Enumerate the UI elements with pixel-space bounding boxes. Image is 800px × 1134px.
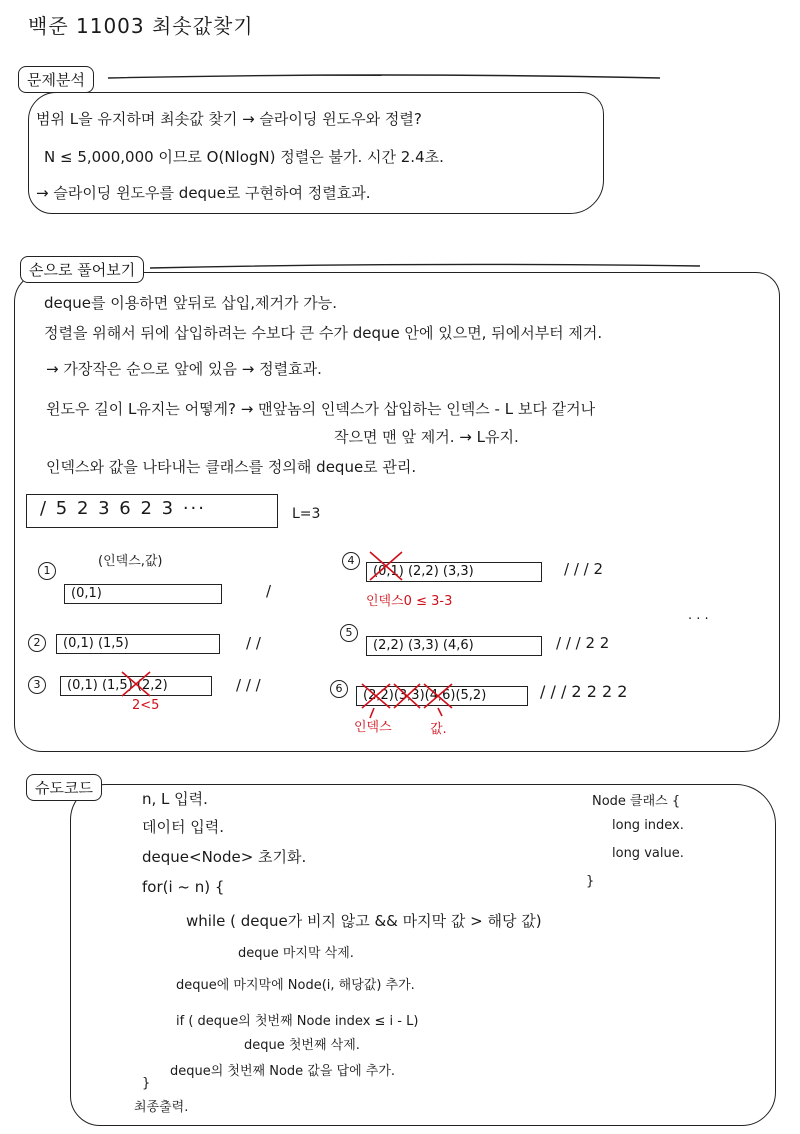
- analysis-line-3: → 슬라이딩 윈도우를 deque로 구현하여 정렬효과.: [36, 184, 371, 202]
- node-class-line-2: long index.: [612, 818, 684, 833]
- pseudo-line-11: }: [142, 1076, 151, 1091]
- node-class-line-3: long value.: [612, 846, 684, 861]
- solve-line-3: → 가장작은 순으로 앞에 있음 → 정렬효과.: [46, 360, 322, 378]
- solve-line-5: 작으면 맨 앞 제거. → L유지.: [334, 428, 519, 446]
- node-class-line-1: Node 클래스 {: [592, 794, 681, 809]
- pseudo-line-3: deque<Node> 초기화.: [142, 848, 307, 866]
- pseudo-tag: 슈도코드: [26, 774, 102, 801]
- step-5-items: (2,2) (3,3) (4,6): [373, 638, 474, 653]
- step-6-items: (2,2)(3,3)(4,6)(5,2): [363, 688, 487, 703]
- step-4-output: / / / 2: [564, 560, 604, 578]
- solve-line-2: 정렬을 위해서 뒤에 삽입하려는 수보다 큰 수가 deque 안에 있으면, 뒤에서부터 제거.: [44, 324, 603, 342]
- solve-line-1: deque를 이용하면 앞뒤로 삽입,제거가 가능.: [44, 294, 337, 312]
- solve-line-6: 인덱스와 값을 나타내는 클래스를 정의해 deque로 관리.: [46, 458, 417, 476]
- step-5-output: / / / 2 2: [556, 634, 610, 652]
- step-1-number: 1: [38, 562, 56, 580]
- window-length-note: L=3: [292, 506, 321, 522]
- step-6-note-value: 값.: [430, 722, 447, 737]
- step-1-items: (0,1): [71, 586, 102, 601]
- pseudo-line-6: deque 마지막 삭제.: [238, 946, 354, 961]
- step-3-deque: [60, 676, 212, 696]
- step-2-deque: [56, 634, 220, 654]
- analysis-tag: 문제분석: [18, 66, 94, 93]
- step-6-output: / / / 2 2 2 2: [540, 682, 628, 701]
- pseudo-line-2: 데이터 입력.: [142, 818, 224, 836]
- pseudo-line-10: deque의 첫번째 Node 값을 답에 추가.: [170, 1064, 396, 1079]
- step-1-deque: [64, 584, 222, 604]
- step-5-deque: [366, 636, 542, 656]
- solve-line-4: 윈도우 길이 L유지는 어떻게? → 맨앞놈의 인덱스가 삽입하는 인덱스 - L 보다 같거나: [46, 400, 596, 418]
- step-3-number: 3: [28, 676, 46, 694]
- pseudo-line-7: deque에 마지막에 Node(i, 해당값) 추가.: [176, 978, 415, 993]
- step-2-output: / /: [246, 634, 261, 652]
- step-3-items: (0,1) (1,5) (2,2): [67, 678, 168, 693]
- step-4-deque: [366, 562, 542, 582]
- step-4-number: 4: [342, 552, 360, 570]
- step-6-number: 6: [330, 680, 348, 698]
- pseudo-line-1: n, L 입력.: [142, 790, 208, 808]
- pseudo-line-4: for(i ~ n) {: [142, 878, 225, 896]
- pseudo-line-9: deque 첫번째 삭제.: [244, 1038, 360, 1053]
- step-2-items: (0,1) (1,5): [63, 636, 129, 651]
- step-4-note: 인덱스0 ≤ 3-3: [366, 594, 453, 609]
- step-1-output: /: [266, 582, 272, 600]
- step-6-deque: [356, 686, 528, 706]
- continuation-dots: · · ·: [688, 612, 709, 627]
- array-values: / 5 2 3 6 2 3 ···: [40, 498, 206, 519]
- step-2-number: 2: [28, 634, 46, 652]
- step-3-note: 2<5: [132, 698, 160, 713]
- step-1-header: (인덱스,값): [98, 554, 163, 569]
- analysis-line-2: N ≤ 5,000,000 이므로 O(NlogN) 정렬은 불가. 시간 2.4초.: [44, 148, 444, 166]
- pseudo-line-5: while ( deque가 비지 않고 && 마지막 값 > 해당 값): [186, 912, 542, 930]
- analysis-line-1: 범위 L을 유지하며 최솟값 찾기 → 슬라이딩 윈도우와 정렬?: [36, 110, 422, 128]
- node-class-line-4: }: [586, 874, 595, 889]
- pseudo-line-12: 최종출력.: [134, 1100, 189, 1115]
- step-6-note-index: 인덱스: [354, 720, 392, 735]
- step-4-items: (0,1) (2,2) (3,3): [373, 564, 474, 579]
- step-5-number: 5: [340, 624, 358, 642]
- solve-tag: 손으로 풀어보기: [20, 256, 144, 283]
- page-title: 백준 11003 최솟값찾기: [28, 14, 254, 38]
- step-3-output: / / /: [236, 676, 261, 694]
- pseudo-line-8: if ( deque의 첫번째 Node index ≤ i - L): [176, 1014, 419, 1029]
